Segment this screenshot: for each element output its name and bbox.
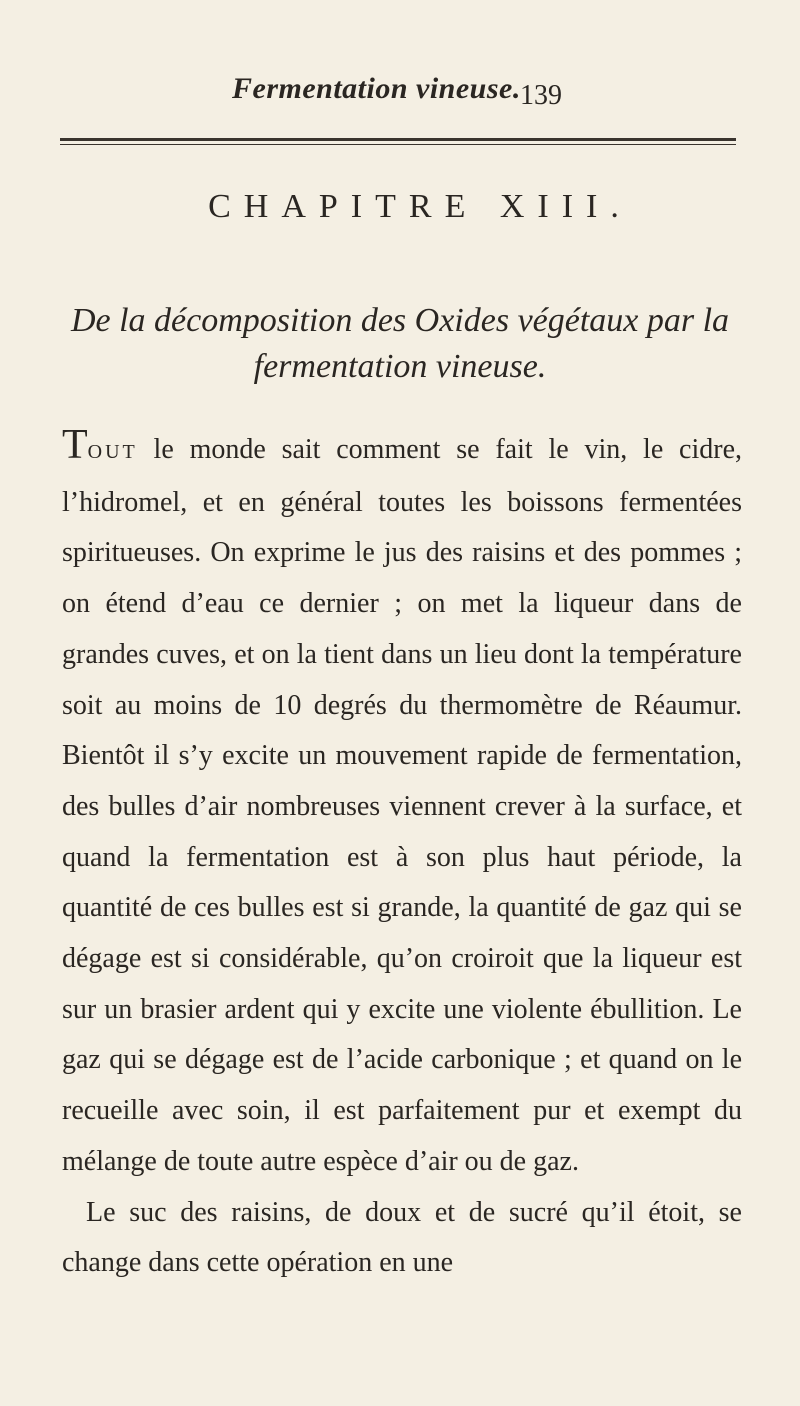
lead-smallcaps: OUT [87,441,138,463]
lead-word [62,422,138,468]
page-number: 139 [520,80,562,111]
chapter-heading: CHAPITRE XIII. [208,188,632,225]
body-text [62,424,742,1289]
drop-capital: T [62,422,88,468]
header-rule-thin [60,144,736,145]
header-rule-thick [60,138,736,141]
paragraph-1-text: le monde sait comment se fait le vin, le cidre, l’hidromel, et en général toutes les boissons fermentées spiritueuses. On exprime le jus des raisins et des pommes ; on étend d’eau ce dernier ; on met la liqueur dans de grandes cuves, et on la tient dans un lieu dont la température soit au moins de 10 degrés du thermomètre de Réaumur. Bientôt il s’y excite un mouvement rapide de fermentation, des bulles d’air nombreuses viennent crever à la surface, et quand la fermentation est à son plus haut période, la quantité de ces bulles est si grande, la quantité de gaz qui se dégage est si considérable, qu’on croiroit que la liqueur est sur un brasier ardent qui y excite une violente ébullition. Le gaz qui se dégage est de l’acide carbonique ; et quand on le recueille avec soin, il est parfaitement pur et exempt du mélange de toute autre espèce d’air ou de gaz. [62,434,742,1177]
running-title: Fermentation vineuse. [232,72,521,105]
running-head [0,72,800,112]
paragraph-2: Le suc des raisins, de doux et de sucré qu’il étoit, se change dans cette opération en une [62,1196,742,1279]
paragraph-1 [62,424,742,1188]
chapter-title: De la décomposition des Oxides végétaux par la fermentation vineuse. [70,302,730,385]
